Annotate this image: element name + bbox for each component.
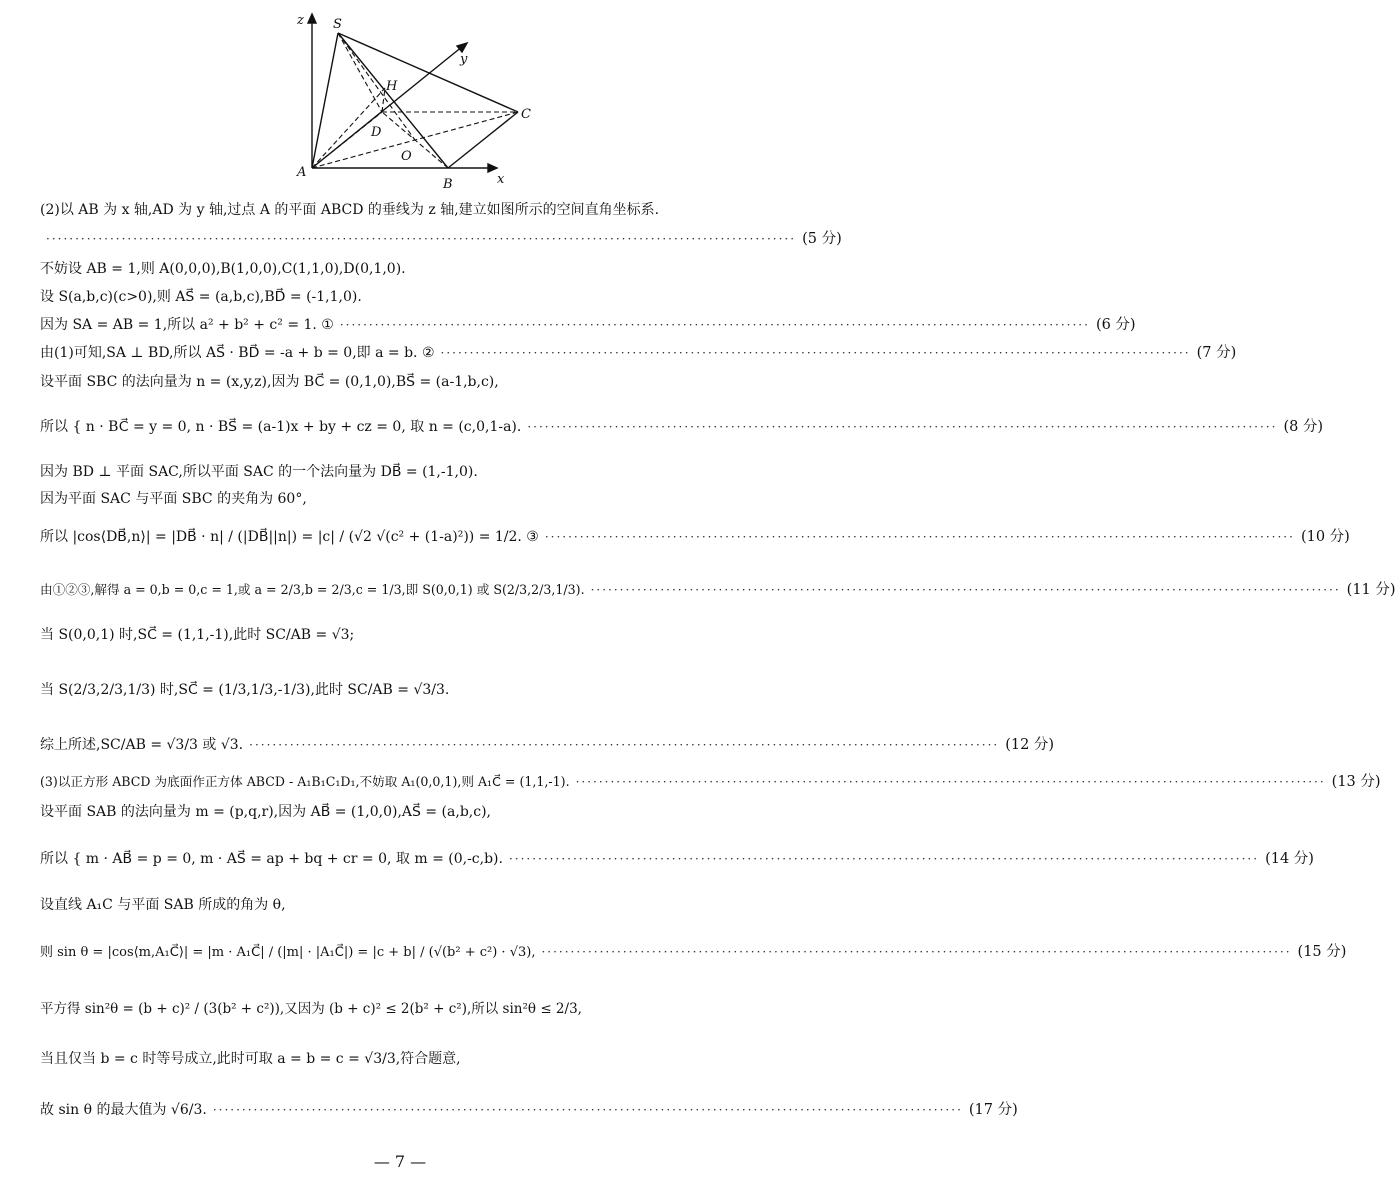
line-7 bbox=[40, 419, 1324, 436]
z-arrow bbox=[308, 14, 316, 23]
line-12 bbox=[40, 628, 778, 642]
leader-dots: ································································································································· bbox=[541, 945, 1292, 960]
line-21 bbox=[40, 1052, 778, 1066]
line-4 bbox=[40, 317, 1136, 334]
score-label: (8 分) bbox=[1283, 419, 1324, 435]
line-text: 所以 |cos⟨DB⃗,n⟩| = |DB⃗ · n| / (|DB⃗||n|) = |c| / (√2 √(c² + (1-a)²)) = 1/2. ③ bbox=[40, 529, 539, 546]
label-A: A bbox=[297, 165, 307, 180]
label-C: C bbox=[521, 107, 531, 122]
line-text: 由(1)可知,SA ⊥ BD,所以 AS⃗ · BD⃗ = -a + b = 0,即 a = b. ② bbox=[40, 345, 435, 362]
line-text: 综上所述,SC/AB = √3/3 或 √3. bbox=[40, 737, 244, 754]
page-number: — 7 — bbox=[373, 1152, 427, 1171]
leader-dots: ································································································································· bbox=[544, 530, 1295, 545]
leader-dots: ································································································································· bbox=[46, 232, 797, 247]
line-5 bbox=[40, 345, 1237, 362]
leader-dots: ································································································································· bbox=[339, 318, 1090, 333]
leader-dots: ································································································································· bbox=[575, 775, 1326, 790]
line-18 bbox=[40, 898, 778, 912]
score-label: (12 分) bbox=[1005, 737, 1055, 753]
line-text: 设 S(a,b,c)(c>0),则 AS⃗ = (a,b,c),BD⃗ = (-1,1,0). bbox=[40, 289, 362, 305]
edge-BC bbox=[448, 112, 518, 168]
score-label: (13 分) bbox=[1331, 774, 1381, 790]
line-0 bbox=[40, 203, 778, 217]
line-9 bbox=[40, 492, 778, 506]
leader-dots: ································································································································· bbox=[508, 852, 1260, 867]
line-text: 因为平面 SAC 与平面 SBC 的夹角为 60°, bbox=[40, 491, 307, 507]
label-D: D bbox=[371, 125, 382, 140]
label-O: O bbox=[401, 149, 412, 164]
line-text: 所以 { m · AB⃗ = p = 0, m · AS⃗ = ap + bq + cr = 0, 取 m = (0,-c,b). bbox=[40, 851, 503, 868]
line-text: 则 sin θ = |cos⟨m,A₁C⃗⟩| = |m · A₁C⃗| / (|m| · |A₁C⃗|) = |c + b| / (√(b² + c²) · √3), bbox=[40, 944, 536, 960]
line-text: 平方得 sin²θ = (b + c)² / (3(b² + c²)),又因为 (b + c)² ≤ 2(b² + c²),所以 sin²θ ≤ 2/3, bbox=[40, 1001, 582, 1017]
leader-dots: ································································································································· bbox=[440, 346, 1191, 361]
line-22 bbox=[40, 1102, 1018, 1119]
label-H: H bbox=[386, 79, 398, 94]
leader-dots: ································································································································· bbox=[590, 583, 1341, 598]
line-11 bbox=[40, 581, 1396, 598]
score-label: (7 分) bbox=[1196, 345, 1237, 361]
line-text: 不妨设 AB = 1,则 A(0,0,0),B(1,0,0),C(1,1,0),D(0,1,0). bbox=[40, 261, 406, 277]
leader-dots: ································································································································· bbox=[249, 738, 1000, 753]
label-x: x bbox=[497, 172, 505, 187]
line-10 bbox=[40, 529, 1350, 546]
line-text: 设平面 SAB 的法向量为 m = (p,q,r),因为 AB⃗ = (1,0,0),AS⃗ = (a,b,c), bbox=[40, 804, 491, 820]
line-text: 因为 BD ⊥ 平面 SAC,所以平面 SAC 的一个法向量为 DB⃗ = (1,-1,0). bbox=[40, 464, 478, 480]
line-6 bbox=[40, 375, 778, 389]
segment-DH bbox=[382, 88, 385, 112]
score-label: (5 分) bbox=[802, 231, 842, 247]
score-label: (10 分) bbox=[1300, 529, 1350, 545]
line-14 bbox=[40, 737, 1055, 754]
line-17 bbox=[40, 851, 1314, 868]
line-text: 设直线 A₁C 与平面 SAB 所成的角为 θ, bbox=[40, 897, 286, 913]
line-text: 当且仅当 b = c 时等号成立,此时可取 a = b = c = √3/3,符合题意, bbox=[40, 1051, 461, 1067]
label-z: z bbox=[297, 13, 304, 28]
line-text: (2)以 AB 为 x 轴,AD 为 y 轴,过点 A 的平面 ABCD 的垂线为 z 轴,建立如图所示的空间直角坐标系. bbox=[40, 202, 660, 218]
line-19 bbox=[40, 944, 1347, 960]
line-text: 由①②③,解得 a = 0,b = 0,c = 1,或 a = 2/3,b = 2/3,c = 1/3,即 S(0,0,1) 或 S(2/3,2/3,1/3). bbox=[40, 581, 585, 597]
line-text: 因为 SA = AB = 1,所以 a² + b² + c² = 1. ① bbox=[40, 317, 334, 334]
score-label: (6 分) bbox=[1095, 317, 1136, 333]
label-B: B bbox=[443, 177, 453, 192]
line-16 bbox=[40, 805, 778, 819]
score-label: (11 分) bbox=[1346, 582, 1396, 598]
score-label: (14 分) bbox=[1265, 851, 1314, 867]
score-label: (17 分) bbox=[968, 1102, 1018, 1118]
segment-SO bbox=[338, 33, 415, 140]
line-20 bbox=[40, 1003, 778, 1017]
line-13 bbox=[40, 683, 778, 697]
line-text: 所以 { n · BC⃗ = y = 0, n · BS⃗ = (a-1)x + by + cz = 0, 取 n = (c,0,1-a). bbox=[40, 419, 522, 436]
line-2 bbox=[40, 262, 778, 276]
line-text: 当 S(2/3,2/3,1/3) 时,SC⃗ = (1/3,1/3,-1/3),此时 SC/AB = √3/3. bbox=[40, 682, 450, 698]
line-text: 故 sin θ 的最大值为 √6/3. bbox=[40, 1102, 207, 1119]
line-8 bbox=[40, 465, 778, 479]
line-text: 当 S(0,0,1) 时,SC⃗ = (1,1,-1),此时 SC/AB = √3; bbox=[40, 627, 355, 643]
edge-SB bbox=[338, 33, 448, 168]
x-arrow bbox=[488, 164, 497, 172]
y-axis bbox=[312, 46, 463, 168]
line-3 bbox=[40, 290, 778, 304]
line-1 bbox=[40, 231, 842, 247]
line-text: (3)以正方形 ABCD 为底面作正方体 ABCD - A₁B₁C₁D₁,不妨取 A₁(0,0,1),则 A₁C⃗ = (1,1,-1). bbox=[40, 773, 570, 789]
leader-dots: ································································································································· bbox=[212, 1103, 963, 1118]
line-text: 设平面 SBC 的法向量为 n = (x,y,z),因为 BC⃗ = (0,1,0),BS⃗ = (a-1,b,c), bbox=[40, 374, 499, 390]
geometry-figure bbox=[285, 8, 555, 193]
edge-SA bbox=[312, 33, 338, 168]
label-S: S bbox=[333, 17, 342, 32]
y-arrow bbox=[457, 43, 467, 52]
edge-SC bbox=[338, 33, 518, 112]
line-15 bbox=[40, 773, 1381, 790]
leader-dots: ································································································································· bbox=[527, 420, 1278, 435]
score-label: (15 分) bbox=[1297, 944, 1347, 960]
label-y: y bbox=[460, 52, 468, 67]
edge-SD bbox=[338, 33, 382, 112]
